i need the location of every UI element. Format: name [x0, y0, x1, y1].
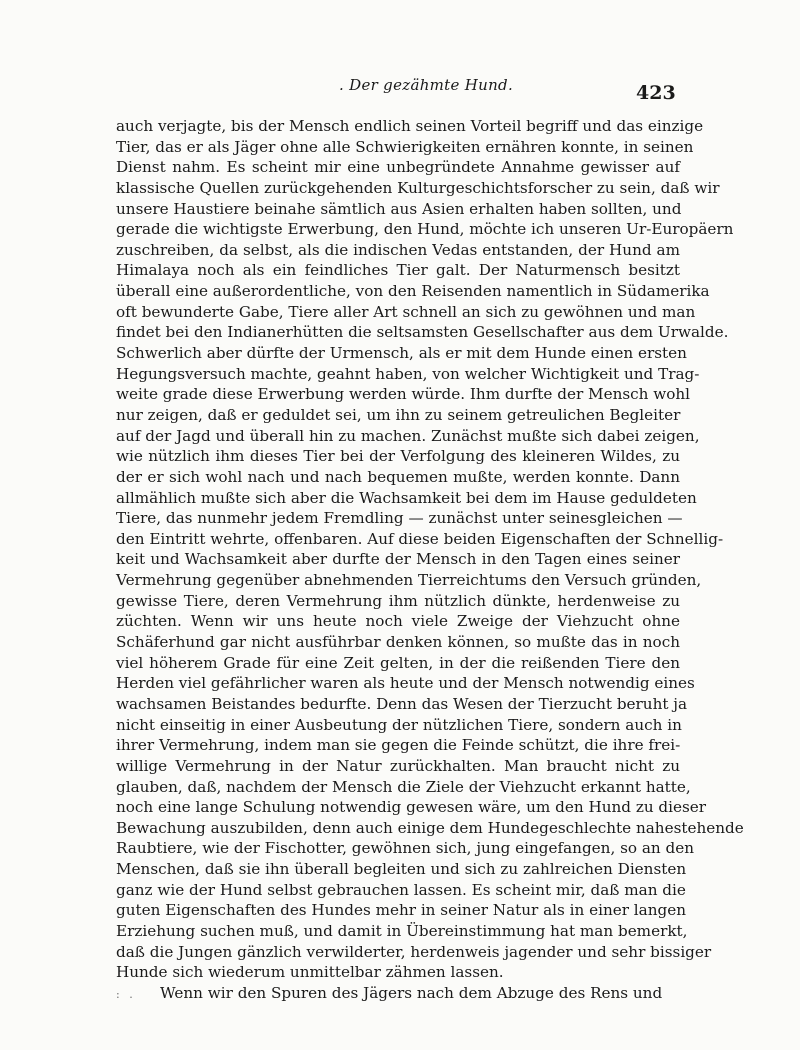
- text-line: Hegungsversuch machte, geahnt haben, von welcher Wichtigkeit und Trag-: [116, 364, 700, 383]
- text-line: weite grade diese Erwerbung werden würde. Ihm durfte der Mensch wohl: [116, 385, 691, 404]
- text-line: keit und Wachsamkeit aber durfte der Mensch in den Tagen eines seiner: [116, 550, 680, 569]
- text-line: allmählich mußte sich aber die Wachsamkeit bei dem im Hause geduldeten: [116, 488, 697, 507]
- page-number: 423: [636, 82, 676, 104]
- text-line: guten Eigenschaften des Hundes mehr in seiner Natur als in einer langen: [116, 901, 686, 920]
- paragraph-marker: : .: [116, 987, 136, 1001]
- text-line: Tiere, das nunmehr jedem Fremdling — zunächst unter seinesgleichen —: [116, 509, 683, 528]
- text-line: wie nützlich ihm dieses Tier bei der Verfolgung des kleineren Wildes, zu: [116, 447, 680, 466]
- new-paragraph-line: [116, 983, 680, 1004]
- text-line: Schwerlich aber dürfte der Urmensch, als er mit dem Hunde einen ersten: [116, 344, 687, 363]
- text-line: Vermehrung gegenüber abnehmenden Tierreichtums den Versuch gründen,: [116, 571, 702, 590]
- text-line: züchten. Wenn wir uns heute noch viele Zweige der Viehzucht ohne: [116, 612, 680, 631]
- text-line: unsere Haustiere beinahe sämtlich aus Asien erhalten haben sollten, und: [116, 199, 682, 218]
- text-line: Schäferhund gar nicht ausführbar denken können, so mußte das in noch: [116, 633, 680, 652]
- text-line: Herden viel gefährlicher waren als heute und der Mensch notwendig eines: [116, 674, 695, 693]
- paragraph-end-line: Hunde sich wiederum unmittelbar zähmen lassen.: [116, 963, 504, 982]
- text-line: zuschreiben, da selbst, als die indischen Vedas entstanden, der Hund am: [116, 240, 680, 259]
- text-line: glauben, daß, nachdem der Mensch die Ziele der Viehzucht erkannt hatte,: [116, 777, 691, 796]
- text-line: den Eintritt wehrte, offenbaren. Auf diese beiden Eigenschaften der Schnellig-: [116, 529, 724, 548]
- text-line: Erziehung suchen muß, und damit in Übereinstimmung hat man bemerkt,: [116, 921, 688, 940]
- text-line: nur zeigen, daß er geduldet sei, um ihn zu seinem getreulichen Begleiter: [116, 405, 681, 424]
- text-line: klassische Quellen zurückgehenden Kulturgeschichtsforscher zu sein, daß wir: [116, 178, 720, 197]
- text-line: noch eine lange Schulung notwendig gewesen wäre, um den Hund zu dieser: [116, 798, 707, 817]
- text-line: findet bei den Indianerhütten die seltsamsten Gesellschafter aus dem Urwalde.: [116, 323, 729, 342]
- text-line: daß die Jungen gänzlich verwilderter, herdenweis jagender und sehr bissiger: [116, 942, 712, 961]
- text-line: Tier, das er als Jäger ohne alle Schwierigkeiten ernähren konnte, in seinen: [116, 137, 694, 156]
- text-line: auch verjagte, bis der Mensch endlich seinen Vorteil begriff und das einzige: [116, 117, 704, 135]
- text-line: der er sich wohl nach und nach bequemen mußte, werden konnte. Dann: [116, 467, 680, 486]
- text-line: oft bewunderte Gabe, Tiere aller Art schnell an sich zu gewöhnen und man: [116, 302, 696, 321]
- text-line: gerade die wichtigste Erwerbung, den Hund, möchte ich unseren Ur-Europäern: [116, 220, 734, 239]
- body-text: [116, 116, 744, 1004]
- text-line: Himalaya noch als ein feindliches Tier galt. Der Naturmensch besitzt: [116, 261, 680, 280]
- text-line: ganz wie der Hund selbst gebrauchen lassen. Es scheint mir, daß man die: [116, 880, 686, 899]
- text-line: viel höherem Grade für eine Zeit gelten, in der die reißenden Tiere den: [116, 653, 680, 672]
- text-line: Wenn wir den Spuren des Jägers nach dem Abzuge des Rens und: [160, 983, 663, 1002]
- text-line: gewisse Tiere, deren Vermehrung ihm nützlich dünkte, herdenweise zu: [116, 591, 680, 610]
- text-line: wachsamen Beistandes bedurfte. Denn das Wesen der Tierzucht beruht ja: [116, 694, 688, 713]
- text-line: Bewachung auszubilden, denn auch einige dem Hundegeschlechte nahestehende: [116, 818, 744, 837]
- text-line: Menschen, daß sie ihn überall begleiten und sich zu zahlreichen Diensten: [116, 860, 687, 879]
- text-line: Raubtiere, wie der Fischotter, gewöhnen sich, jung eingefangen, so an den: [116, 839, 695, 858]
- running-title: . Der gezähmte Hund.: [339, 76, 514, 94]
- text-line: ihrer Vermehrung, indem man sie gegen die Feinde schützt, die ihre frei-: [116, 736, 681, 755]
- text-line: Dienst nahm. Es scheint mir eine unbegründete Annahme gewisser auf: [116, 158, 680, 177]
- text-line: auf der Jagd und überall hin zu machen. Zunächst mußte sich dabei zeigen,: [116, 426, 700, 445]
- text-line: überall eine außerordentliche, von den Reisenden namentlich in Südamerika: [116, 282, 710, 301]
- text-line: nicht einseitig in einer Ausbeutung der nützlichen Tiere, sondern auch in: [116, 715, 682, 734]
- text-line: willige Vermehrung in der Natur zurückhalten. Man braucht nicht zu: [116, 756, 680, 775]
